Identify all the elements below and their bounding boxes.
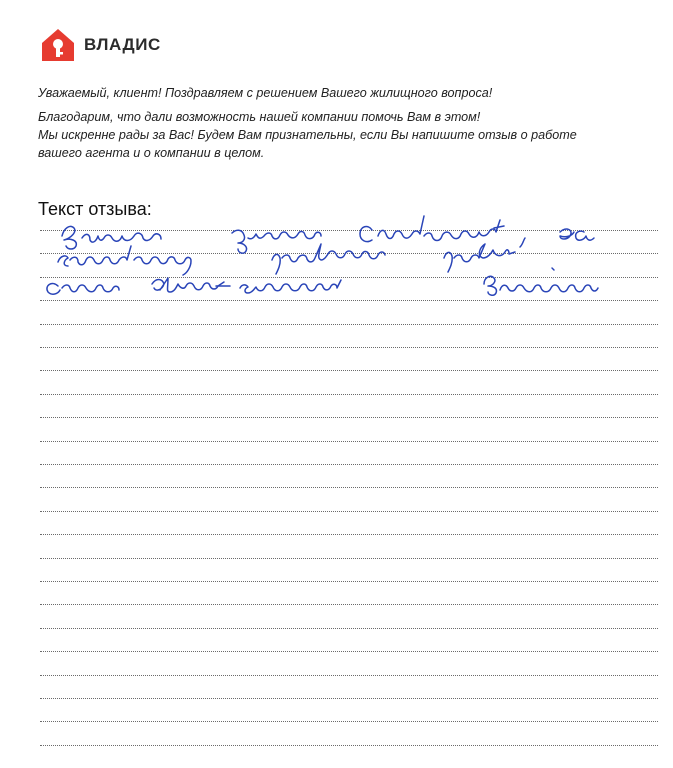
writing-line — [40, 487, 658, 488]
writing-line — [40, 324, 658, 325]
writing-line — [40, 230, 658, 231]
writing-line — [40, 604, 658, 605]
writing-line — [40, 651, 658, 652]
writing-line — [40, 417, 658, 418]
greeting-text: Уважаемый, клиент! Поздравляем с решением Вашего жилищного вопроса! — [38, 86, 493, 100]
house-key-icon — [40, 27, 76, 63]
writing-line — [40, 698, 658, 699]
writing-line — [40, 511, 658, 512]
writing-line — [40, 441, 658, 442]
brand-name: ВЛАДИС — [84, 35, 161, 54]
writing-line — [40, 675, 658, 676]
writing-line — [40, 464, 658, 465]
writing-line — [40, 745, 658, 746]
message-line-3: вашего агента и о компании в целом. — [38, 146, 265, 160]
writing-line — [40, 347, 658, 348]
writing-line — [40, 581, 658, 582]
intro-text — [38, 84, 638, 162]
writing-line — [40, 721, 658, 722]
message-line-2: Мы искренне рады за Вас! Будем Вам признательны, если Вы напишите отзыв о работе — [38, 128, 577, 142]
header — [40, 25, 161, 65]
writing-line — [40, 534, 658, 535]
writing-line — [40, 394, 658, 395]
writing-line — [40, 370, 658, 371]
writing-line — [40, 300, 658, 301]
writing-line — [40, 628, 658, 629]
writing-line — [40, 277, 658, 278]
message-line-1: Благодарим, что дали возможность нашей компании помочь Вам в этом! — [38, 110, 481, 124]
review-title: Текст отзыва: — [38, 199, 152, 219]
writing-line — [40, 253, 658, 254]
writing-line — [40, 558, 658, 559]
writing-lines — [40, 230, 658, 760]
